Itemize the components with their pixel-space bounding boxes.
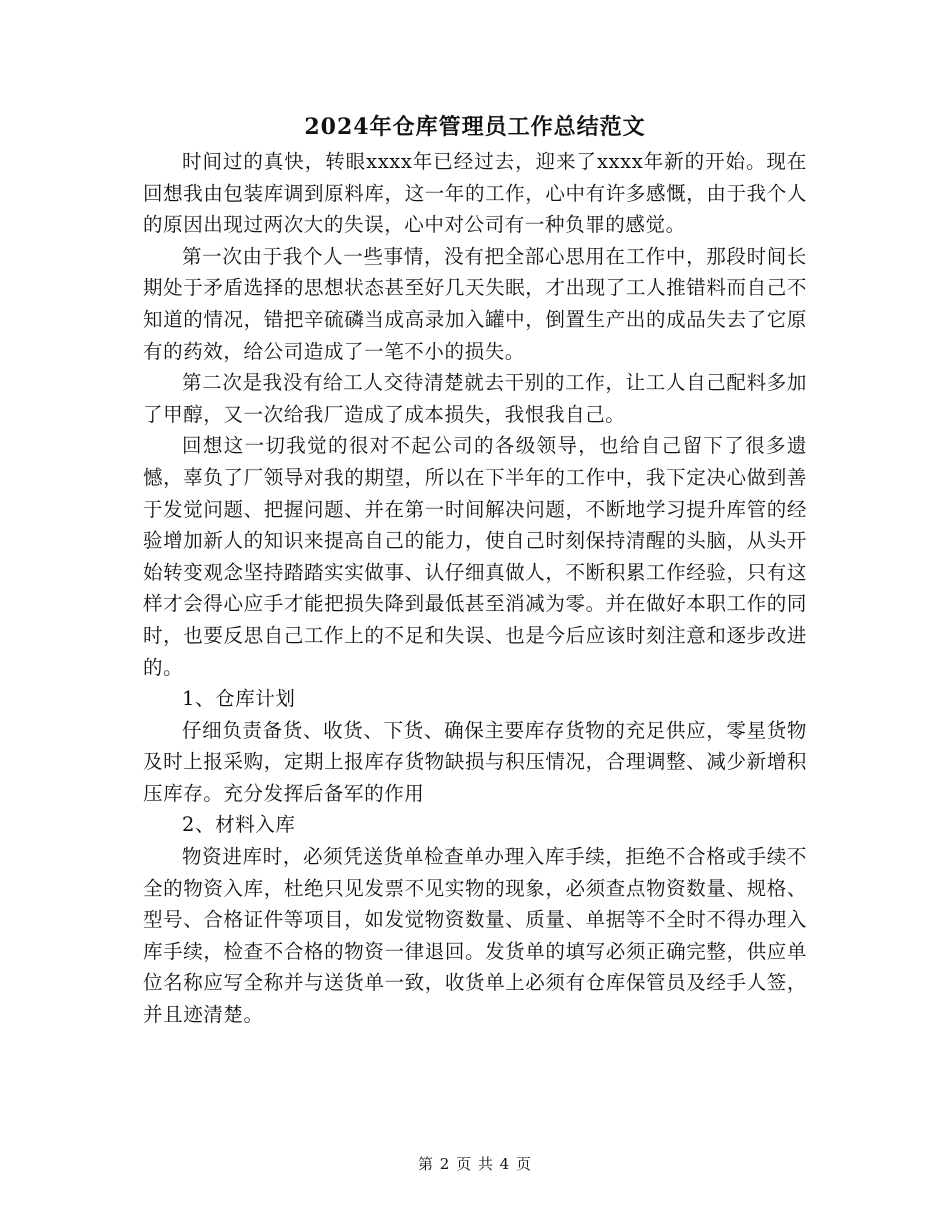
paragraph-warehouse-plan: 仔细负责备货、收货、下货、确保主要库存货物的充足供应，零星货物及时上报采购，定期上报库存货物缺损与积压情况，合理调整、减少新增积压库存。充分发挥后备军的作用 (143, 718, 807, 805)
paragraph-intro: 时间过的真快，转眼xxxx年已经过去，迎来了xxxx年新的开始。现在回想我由包装库调到原料库，这一年的工作，心中有许多感慨，由于我个人的原因出现过两次大的失误，心中对公司有一种负罪的感觉。 (143, 150, 807, 237)
page-footer: 第 2 页 共 4 页 (418, 1155, 532, 1173)
section-heading-warehouse-plan: 1、仓库计划 (182, 687, 296, 711)
paragraph-material-receipt: 物资进库时，必须凭送货单检查单办理入库手续，拒绝不合格或手续不全的物资入库，杜绝只见发票不见实物的现象，必须查点物资数量、规格、型号、合格证件等项目，如发觉物资数量、质量、单据等不全时不得办理入库手续，检查不合格的物资一律退回。发货单的填写必须正确完整，供应单位名称应写全称并与送货单一致，收货单上必须有仓库保管员及经手人签，并且迹清楚。 (143, 845, 807, 1027)
paragraph-reflection: 回想这一切我觉的很对不起公司的各级领导，也给自己留下了很多遗憾，辜负了厂领导对我的期望，所以在下半年的工作中，我下定决心做到善于发觉问题、把握问题、并在第一时间解决问题，不断地学习提升库管的经验增加新人的知识来提高自己的能力，使自己时刻保持清醒的头脑，从头开始转变观念坚持踏踏实实做事、认仔细真做人，不断积累工作经验，只有这样才会得心应手才能把损失降到最低甚至消减为零。并在做好本职工作的同时，也要反思自己工作上的不足和失误、也是今后应该时刻注意和逐步改进的。 (143, 434, 807, 679)
document-title: 2024年仓库管理员工作总结范文 (304, 114, 646, 140)
document-body (143, 146, 807, 1031)
paragraph-first-mistake: 第一次由于我个人一些事情，没有把全部心思用在工作中，那段时间长期处于矛盾选择的思想状态甚至好几天失眠，才出现了工人推错料而自己不知道的情况，错把辛硫磷当成高录加入罐中，倒置生产出的成品失去了它原有的药效，给公司造成了一笔不小的损失。 (143, 244, 807, 363)
section-heading-material-receipt: 2、材料入库 (182, 813, 296, 837)
paragraph-second-mistake: 第二次是我没有给工人交待清楚就去干别的工作，让工人自己配料多加了甲醇，又一次给我厂造成了成本损失，我恨我自己。 (143, 371, 807, 426)
